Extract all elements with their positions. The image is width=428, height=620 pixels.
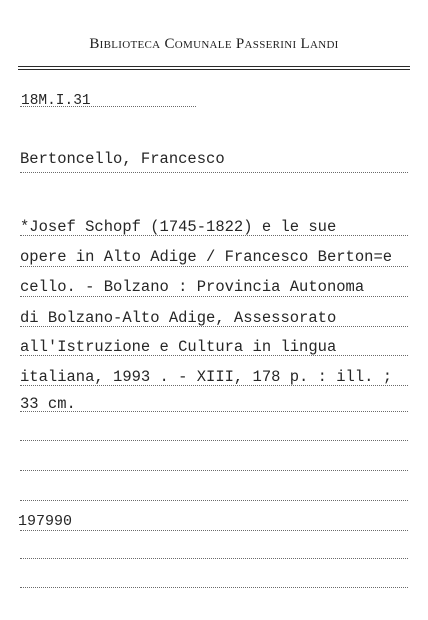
description-line: *Josef Schopf (1745-1822) e le sue [20, 218, 337, 236]
ruled-line [20, 172, 408, 173]
author-heading: Bertoncello, Francesco [20, 150, 225, 168]
description-line: italiana, 1993 . - XIII, 178 p. : ill. ; [20, 368, 393, 386]
ruled-line [20, 470, 408, 471]
description-line: all'Istruzione e Cultura in lingua [20, 338, 337, 356]
ruled-line [20, 106, 196, 107]
ruled-line [20, 385, 408, 386]
ruled-line [20, 530, 408, 531]
ruled-line [20, 235, 408, 236]
header-rule-bottom [18, 69, 410, 70]
shelfmark: 18M.I.31 [21, 93, 91, 109]
description-line: cello. - Bolzano : Provincia Autonoma [20, 278, 365, 296]
description-line: 33 cm. [20, 395, 76, 413]
ruled-line [20, 326, 408, 327]
ruled-line [20, 411, 408, 412]
ruled-line [20, 587, 408, 588]
ruled-line [20, 500, 408, 501]
description-line: di Bolzano-Alto Adige, Assessorato [20, 309, 337, 327]
ruled-line [20, 440, 408, 441]
ruled-line [20, 296, 408, 297]
ruled-line [20, 266, 408, 267]
header-rule-top [18, 66, 410, 67]
ruled-line [20, 558, 408, 559]
ruled-line [20, 355, 408, 356]
library-header: Biblioteca Comunale Passerini Landi [89, 36, 339, 52]
accession-number: 197990 [18, 513, 73, 530]
description-line: opere in Alto Adige / Francesco Berton=e [20, 248, 393, 266]
